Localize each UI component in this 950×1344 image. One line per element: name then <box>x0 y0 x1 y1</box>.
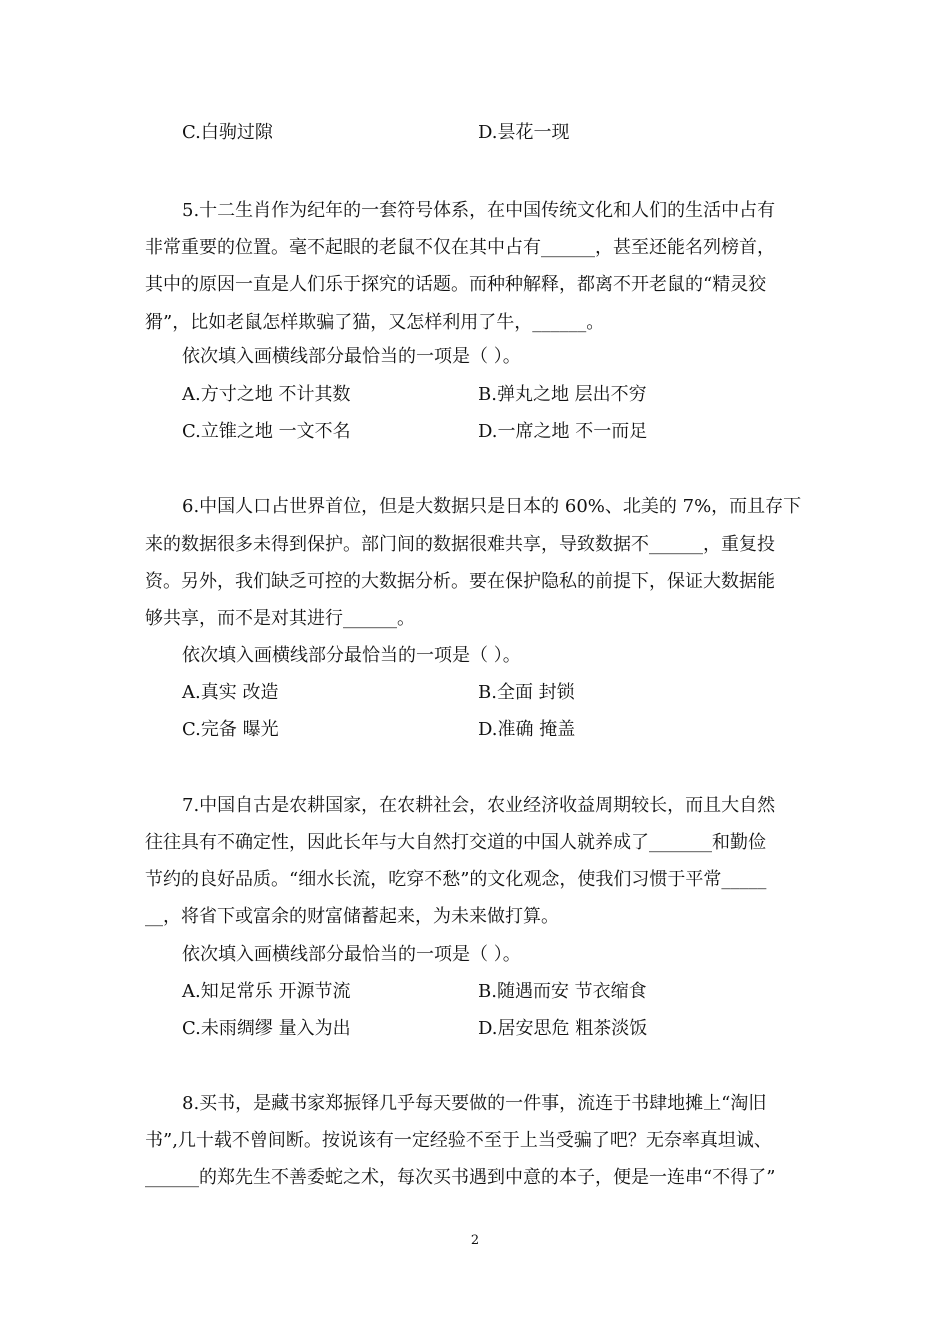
q6-option-b: B.全面 封锁 <box>478 682 575 703</box>
q4-option-d: D.昙花一现 <box>478 122 570 143</box>
q6-prompt: 依次填入画横线部分最恰当的一项是（ ）。 <box>182 645 521 666</box>
q6-stem-line-3: 资。另外，我们缺乏可控的大数据分析。要在保护隐私的前提下，保证大数据能 <box>145 571 775 592</box>
q7-option-d: D.居安思危 粗茶淡饭 <box>478 1018 648 1039</box>
q5-stem-line-4: 猾”，比如老鼠怎样欺骗了猫，又怎样利用了牛，______。 <box>145 312 605 333</box>
q6-option-c: C.完备 曝光 <box>182 719 279 740</box>
q8-stem-line-3: ______的郑先生不善委蛇之术，每次买书遇到中意的本子，便是一连串“不得了” <box>145 1167 776 1188</box>
q7-stem-line-2: 往往具有不确定性，因此长年与大自然打交道的中国人就养成了_______和勤俭 <box>145 832 766 853</box>
q7-prompt: 依次填入画横线部分最恰当的一项是（ ）。 <box>182 944 521 965</box>
q4-option-c: C.白驹过隙 <box>182 122 273 143</box>
q8-stem-line-1: 8.买书，是藏书家郑振铎几乎每天要做的一件事，流连于书肆地摊上“淘旧 <box>182 1093 767 1114</box>
q7-option-b: B.随遇而安 节衣缩食 <box>478 981 647 1002</box>
q6-stem-line-1: 6.中国人口占世界首位，但是大数据只是日本的 60%、北美的 7%，而且存下 <box>182 496 802 517</box>
q5-option-d: D.一席之地 不一而足 <box>478 421 648 442</box>
page-number: 2 <box>470 1233 480 1248</box>
q7-option-a: A.知足常乐 开源节流 <box>182 981 351 1002</box>
q7-option-c: C.未雨绸缪 量入为出 <box>182 1018 351 1039</box>
q5-stem-line-1: 5.十二生肖作为纪年的一套符号体系，在中国传统文化和人们的生活中占有 <box>182 200 776 221</box>
q8-stem-line-2: 书”,几十载不曾间断。按说该有一定经验不至于上当受骗了吧？无奈率真坦诚、 <box>145 1130 772 1151</box>
q5-stem-line-2: 非常重要的位置。毫不起眼的老鼠不仅在其中占有______，甚至还能名列榜首， <box>145 237 775 258</box>
q5-prompt: 依次填入画横线部分最恰当的一项是（ ）。 <box>182 346 521 367</box>
q6-stem-line-4: 够共享，而不是对其进行______。 <box>145 608 415 629</box>
q7-stem-line-1: 7.中国自古是农耕国家，在农耕社会，农业经济收益周期较长，而且大自然 <box>182 795 776 816</box>
q5-option-a: A.方寸之地 不计其数 <box>182 384 351 405</box>
q6-stem-line-2: 来的数据很多未得到保护。部门间的数据很难共享，导致数据不______，重复投 <box>145 534 775 555</box>
q7-stem-line-4: __，将省下或富余的财富储蓄起来，为未来做打算。 <box>145 906 559 927</box>
q5-option-c: C.立锥之地 一文不名 <box>182 421 351 442</box>
q7-stem-line-3: 节约的良好品质。“细水长流，吃穿不愁”的文化观念，使我们习惯于平常_____ <box>145 869 767 890</box>
q6-option-a: A.真实 改造 <box>182 682 279 703</box>
q6-option-d: D.准确 掩盖 <box>478 719 576 740</box>
q5-option-b: B.弹丸之地 层出不穷 <box>478 384 647 405</box>
q5-stem-line-3: 其中的原因一直是人们乐于探究的话题。而种种解释，都离不开老鼠的“精灵狡 <box>145 274 767 295</box>
